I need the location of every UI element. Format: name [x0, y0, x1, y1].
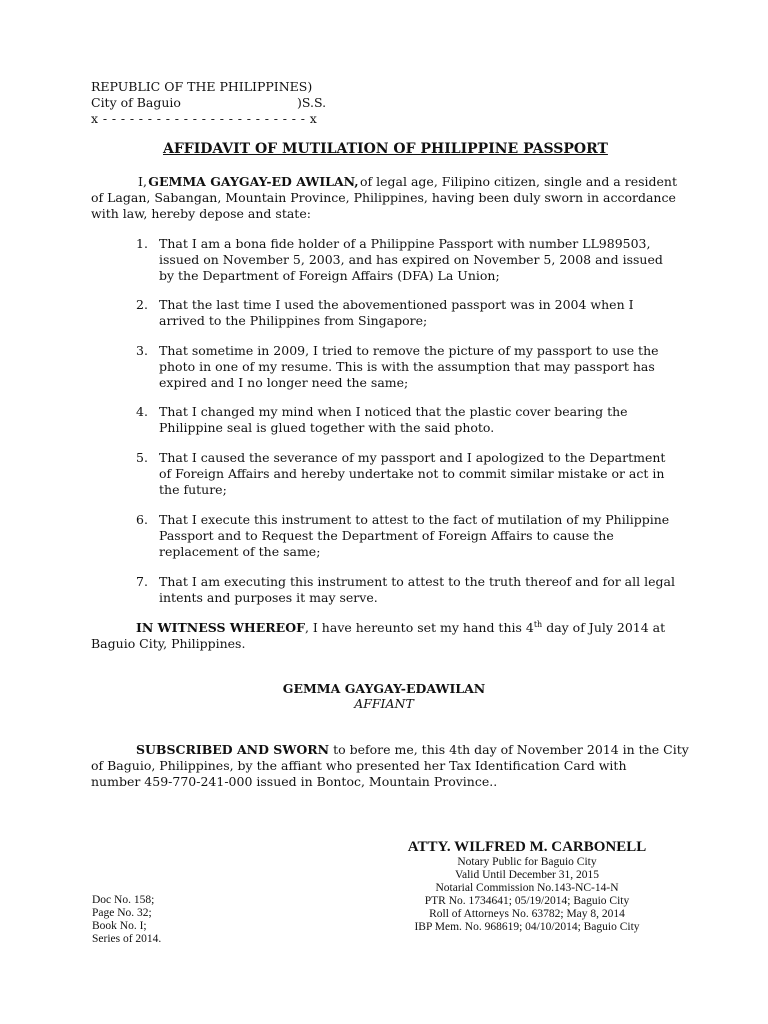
item-3-line-1: That sometime in 2009, I tried to remove the picture of my passport to use the	[159, 343, 659, 358]
jurat-line-3: number 459-770-241-000 issued in Bontoc, Mountain Province..	[91, 774, 498, 789]
series-year: Series of 2014.	[92, 933, 162, 945]
item-6-line-2: Passport and to Request the Department of Foreign Affairs to cause the	[159, 528, 614, 543]
caption-republic: REPUBLIC OF THE PHILIPPINES)	[91, 79, 313, 94]
item-1-line-3: by the Department of Foreign Affairs (DFA) La Union;	[159, 268, 500, 283]
item-4-line-1: That I changed my mind when I noticed that the plastic cover bearing the	[159, 404, 628, 419]
item-1-line-1: That I am a bona fide holder of a Philippine Passport with number LL989503,	[159, 236, 651, 251]
item-7-line-1: That I am executing this instrument to attest to the truth thereof and for all legal	[159, 574, 675, 589]
book-number: Book No. I;	[92, 920, 147, 932]
jurat-line-2: of Baguio, Philippines, by the affiant who presented her Tax Identification Card with	[91, 758, 627, 773]
notary-line-validity: Valid Until December 31, 2015	[454, 869, 600, 881]
caption-city: City of Baguio	[91, 95, 181, 110]
item-6-line-3: replacement of the same;	[159, 544, 321, 559]
item-5-line-1: That I caused the severance of my passport and I apologized to the Department	[159, 450, 666, 465]
witness-lead: IN WITNESS WHEREOF	[136, 620, 305, 635]
item-5-line-2: of Foreign Affairs and hereby undertake not to commit similar mistake or act in	[159, 466, 665, 481]
item-4-line-2: Philippine seal is glued together with the said photo.	[159, 420, 495, 435]
jurat-lead: SUBSCRIBED AND SWORN	[136, 742, 330, 757]
item-number: 1.	[136, 236, 148, 251]
witness-superscript: th	[533, 619, 543, 629]
intro-line-3: with law, hereby depose and state:	[91, 206, 311, 221]
item-1-line-2: issued on November 5, 2003, and has expired on November 5, 2008 and issued	[159, 252, 663, 267]
item-5-line-3: the future;	[159, 482, 227, 497]
intro-line-2: of Lagan, Sabangan, Mountain Province, Philippines, having been duly sworn in accordance	[91, 190, 676, 205]
notary-line-notarial-no: Notarial Commission No.143-NC-14-N	[435, 882, 619, 894]
document-title: AFFIDAVIT OF MUTILATION OF PHILIPPINE PASSPORT	[163, 141, 608, 157]
caption-rule: x - - - - - - - - - - - - - - - - - - - - - - - x	[91, 111, 318, 126]
affiant-name: GEMMA GAYGAY-EDAWILAN	[282, 681, 486, 696]
jurat-line-1-rest: to before me, this 4th day of November 2014 in the City	[333, 742, 689, 757]
item-number: 4.	[136, 404, 148, 419]
item-number: 5.	[136, 450, 148, 465]
item-number: 3.	[136, 343, 148, 358]
intro-line-1	[138, 174, 677, 190]
item-7-line-2: intents and purposes it may serve.	[159, 590, 378, 605]
doc-number: Doc No. 158;	[92, 894, 155, 906]
item-number: 7.	[136, 574, 148, 589]
notary-line-roll: Roll of Attorneys No. 63782; May 8, 2014	[429, 908, 625, 920]
item-2-line-2: arrived to the Philippines from Singapore;	[159, 313, 428, 328]
item-6-line-1: That I execute this instrument to attest to the fact of mutilation of my Philippine	[159, 512, 670, 527]
witness-text-a: , I have hereunto set my hand this 4	[304, 620, 534, 635]
notary-line-ibp: IBP Mem. No. 968619; 04/10/2014; Baguio City	[414, 921, 640, 933]
notary-line-ptr: PTR No. 1734641; 05/19/2014; Baguio City	[424, 895, 630, 907]
jurat-line-1	[136, 742, 689, 758]
witness-line-1	[136, 620, 665, 636]
affiant-name-inline: GEMMA GAYGAY-ED AWILAN,	[148, 174, 359, 189]
page-number: Page No. 32;	[92, 907, 152, 919]
witness-text-b: day of July 2014 at	[542, 620, 666, 635]
item-2-line-1: That the last time I used the abovementioned passport was in 2004 when I	[159, 297, 634, 312]
notary-name: ATTY. WILFRED M. CARBONELL	[407, 839, 647, 855]
notary-line-commission: Notary Public for Baguio City	[457, 856, 597, 868]
item-number: 6.	[136, 512, 148, 527]
item-3-line-3: expired and I no longer need the same;	[159, 375, 409, 390]
caption-ss: )S.S.	[297, 95, 327, 110]
witness-line-2: Baguio City, Philippines.	[91, 636, 246, 651]
intro-prefix: I,	[138, 174, 147, 189]
intro-line-1-rest: of legal age, Filipino citizen, single and a resident	[360, 174, 677, 189]
item-3-line-2: photo in one of my resume. This is with the assumption that may passport has	[159, 359, 655, 374]
item-number: 2.	[136, 297, 148, 312]
affiant-role: AFFIANT	[354, 696, 414, 711]
